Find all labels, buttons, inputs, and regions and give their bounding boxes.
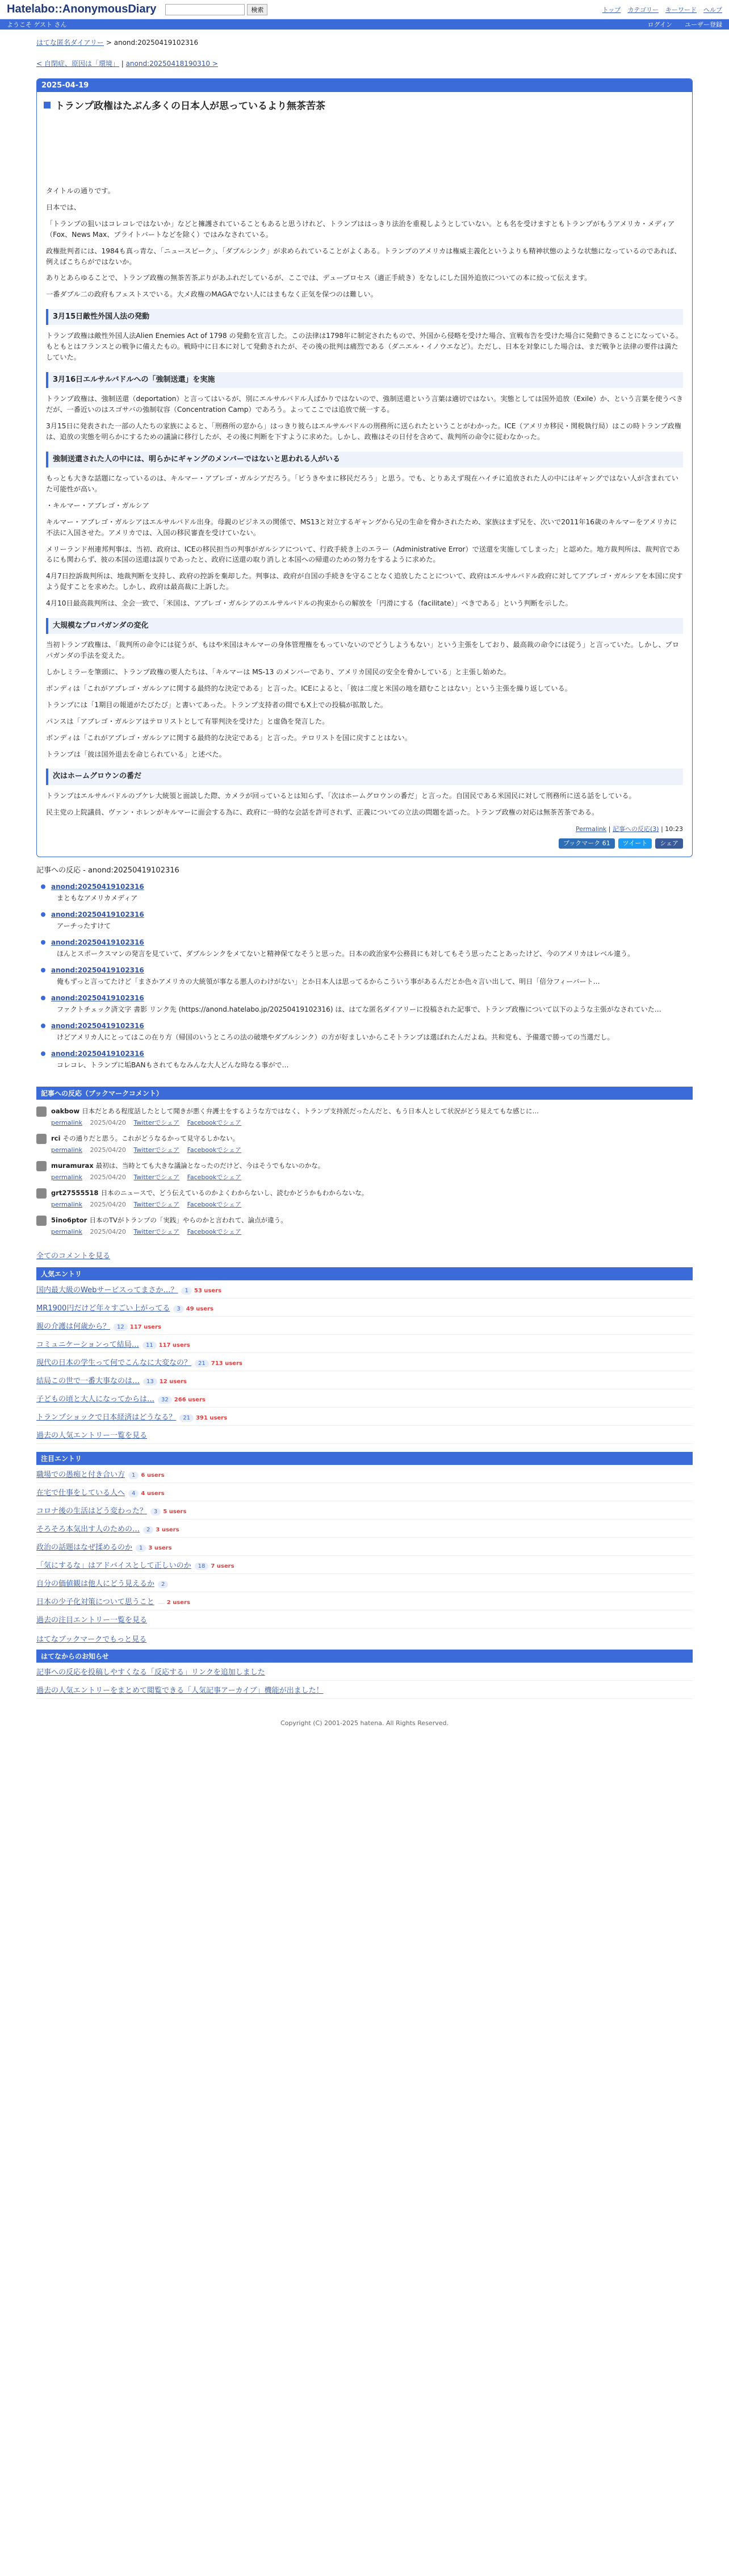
avatar[interactable] <box>36 1188 47 1199</box>
paragraph: メリーランド州連邦判事は、当初、政府は、ICEの移民担当の判事がガルシアについて、行政手続き上のエラー（Administrative Error）で送還を実施してしまった」と認めた。地方裁判所は、裁判官であるにも関わらず、彼の本国の送還は誤りであったと、政府に送還の取り消しと本国への帰還のための努力をするように求めた。 <box>46 545 680 564</box>
section-heading: 強制送還された人の中には、明らかにギャングのメンバーではないと思われる人がいる <box>46 452 683 467</box>
section-heading: 3月15日敵性外国人法の発動 <box>46 309 683 325</box>
users-count[interactable]: 391 users <box>195 1415 228 1422</box>
entry-item <box>36 1592 693 1610</box>
bookmark-comments-title: 記事への反応（ブックマークコメント） <box>36 1087 693 1100</box>
bookmark-date: 2025/04/20 <box>90 1201 126 1209</box>
section-heading: 次はホームグロウンの番だ <box>46 769 683 784</box>
entry-link[interactable]: 国内最大級のWebサービスってまさか…？ <box>36 1286 178 1295</box>
entry-link[interactable]: 在宅で仕事をしている人へ <box>36 1489 125 1498</box>
reaction-link[interactable]: anond:20250419102316 <box>51 1022 144 1030</box>
reaction-item <box>51 911 693 930</box>
popular-archive-link[interactable]: 過去の人気エントリー一覧を見る <box>36 1431 148 1441</box>
comment-count-badge: 21 <box>179 1414 194 1422</box>
facebook-share-button[interactable]: シェア <box>655 838 683 849</box>
news-item <box>36 1663 693 1681</box>
bookmark-date: 2025/04/20 <box>90 1119 126 1127</box>
comment-count-badge: 21 <box>195 1360 209 1367</box>
comment-count-badge: 12 <box>114 1324 128 1331</box>
users-count[interactable]: 117 users <box>158 1342 190 1349</box>
notable-entries-title: 注目エントリ <box>36 1452 693 1465</box>
entry-item <box>36 1574 693 1592</box>
users-count[interactable]: 49 users <box>186 1306 213 1313</box>
news-link[interactable]: 記事への反応を投稿しやすくなる「反応する」リンクを追加しました <box>36 1668 265 1677</box>
entry-item <box>36 1317 693 1335</box>
bookmark-item <box>36 1161 693 1181</box>
reaction-text: けどアメリカ人にとってはこの在り方（帰国のいうところの法の破壊やダブルシンク）の方が好ましいからこそトランプは選ばれたんだよね。共和党も、予備選で勝っての当選だし。 <box>57 1033 614 1042</box>
facebook-share-link[interactable]: Facebookでシェア <box>187 1228 242 1236</box>
users-count[interactable]: 4 users <box>141 1491 165 1497</box>
entry-item <box>36 1371 693 1389</box>
bookmark-permalink[interactable]: permalink <box>51 1146 82 1154</box>
bookmark-permalink[interactable]: permalink <box>51 1228 82 1236</box>
tweet-button[interactable]: ツイート <box>618 838 652 849</box>
entry-item <box>36 1610 693 1629</box>
reaction-item <box>51 883 693 903</box>
entry-link[interactable]: 親の介護は何歳から？ <box>36 1322 111 1331</box>
bookmark-item <box>36 1216 693 1236</box>
paragraph: トランプには「1期目の報道がたびたび」と書いてあった。トランプ支持者の間でもX上での投稿が拡散した。 <box>46 700 387 709</box>
bookmark-item <box>36 1134 693 1154</box>
users-count[interactable]: 12 users <box>159 1379 187 1385</box>
reaction-item <box>51 1022 693 1042</box>
facebook-share-link[interactable]: Facebookでシェア <box>187 1201 242 1209</box>
share-buttons <box>46 838 683 849</box>
bookmark-date: 2025/04/20 <box>90 1146 126 1154</box>
bookmark-permalink[interactable]: permalink <box>51 1201 82 1209</box>
paragraph: トランプはエルサルバドルのブケレ大統領と面談した際、カメラが回っているとは知らず、「次はホームグロウンの番だ」と言った。自国民である米国民に対して刑務所に送る話をしている。 <box>46 791 636 800</box>
square-icon <box>44 102 51 108</box>
bookmark-comment: 日本だとある程度話したとして聞きが悪く弁護士をするような方ではなく、トランプ支持派だったんだと、もう日本人として状況がどう見えてもな感じに… <box>82 1107 539 1116</box>
avatar[interactable] <box>36 1216 47 1226</box>
bullet-icon <box>41 968 45 972</box>
news-item <box>36 1681 693 1699</box>
comment-count-badge: 4 <box>128 1490 139 1497</box>
more-links <box>36 1633 693 1644</box>
twitter-share-link[interactable]: Twitterでシェア <box>133 1174 180 1181</box>
comment-count-badge: 18 <box>195 1563 209 1570</box>
entry-item <box>36 1483 693 1501</box>
paragraph: トランプ政権は敵性外国人法Alien Enemies Act of 1798 の発動を宣言した。この法律は1798年に制定されたもので、外国から侵略を受けた場合、宣戦布告を受けた場合に発動できることになっている。もともとはフランスとの戦争に備えたもの。戦時中に日本に対して発動されたが、その後の批判は痛烈である（ダニエル・イノウエなど）。ただし、日本を対象にした場合は、まだ戦争と法律の要件は満たしていた。 <box>46 332 683 362</box>
facebook-share-link[interactable]: Facebookでシェア <box>187 1174 242 1181</box>
paragraph: 「トランプの狙いはコレコレではないか」などと擁護されていることもあると思うけれど、トランプははっきり法治を重視しようとしていない。とも名を受けますともトランプがもうアメリカ・メディア（Fox、News Max、ブライトバートなどを除く）ではみなされている。 <box>46 219 675 239</box>
avatar[interactable] <box>36 1134 47 1144</box>
entry-date: 2025-04-19 <box>37 79 692 92</box>
comment-count-badge: 2 <box>158 1581 168 1588</box>
facebook-share-link[interactable]: Facebookでシェア <box>187 1119 242 1127</box>
entry-item <box>36 1519 693 1538</box>
bookmark-date: 2025/04/20 <box>90 1174 126 1181</box>
comment-count-badge: 3 <box>173 1305 183 1313</box>
bullet-icon <box>41 1024 45 1028</box>
more-on-bookmark-link[interactable]: はてなブックマークでもっと見る <box>36 1635 147 1644</box>
entry-link[interactable]: そろそろ本気出す人のための… <box>36 1525 140 1534</box>
permalink-link[interactable]: Permalink <box>576 825 607 833</box>
hatena-news-title: はてなからのお知らせ <box>36 1650 693 1663</box>
greeting: ようこそ ゲスト さん <box>7 21 67 28</box>
comment-count-badge: 3 <box>150 1508 161 1515</box>
comment-count-badge <box>158 1603 165 1604</box>
content <box>0 37 729 1727</box>
comment-count-badge: 2 <box>143 1526 153 1534</box>
notable-archive-link[interactable]: 過去の注目エントリー一覧を見る <box>36 1616 148 1625</box>
paragraph: トランプは「彼は国外退去を命じられている」と述べた。 <box>46 750 226 758</box>
reaction-text: アーチったすけて <box>57 922 111 930</box>
entry-link[interactable]: 「気にするな」はアドバイスとして正しいのか <box>36 1562 191 1571</box>
paragraph: しかしミラーを筆頭に、トランプ政権の要人たちは、「キルマーは MS-13 のメンバーであり、アメリカ国民の安全を脅かしている」と主張し始めた。 <box>46 668 510 677</box>
paragraph: もっとも大きな話題になっているのは、キルマー・アブレゴ・ガルシアだろう。「ビうきやまに移民だろう」と思う。でも、とりあえず現在ハイチに追放された人の中にはギャングではない人が含まれていた可能性が高い。 <box>46 474 678 493</box>
entry-item <box>36 1426 693 1444</box>
comment-count-badge: 1 <box>181 1287 191 1295</box>
facebook-share-link[interactable]: Facebookでシェア <box>187 1146 242 1154</box>
entry-link[interactable]: 子どもの頃と大人になってからは… <box>36 1395 155 1404</box>
bookmark-comment: 日本のTVがトランプの「実践」やらのかと言われて、論点が違う。 <box>89 1216 287 1225</box>
reactions-link[interactable]: 記事への反応(3) <box>613 825 659 833</box>
top-link-help[interactable]: ヘルプ <box>703 6 722 14</box>
top-link-category[interactable]: カテゴリー <box>627 6 659 14</box>
paragraph: 日本では、 <box>46 203 81 211</box>
search-button[interactable]: 検索 <box>247 4 267 15</box>
comment-count-badge: 1 <box>128 1472 139 1479</box>
reactions-title: 記事への反応 - anond:20250419102316 <box>36 866 179 875</box>
bookmark-user[interactable]: grt27555518 <box>51 1189 99 1197</box>
entry-title-row <box>37 92 692 118</box>
diary-entry <box>36 78 693 857</box>
bullet-icon <box>41 996 45 1000</box>
paragraph: パンスは「アブレゴ・ガルシアはテロリストとして有罪判決を受けた」と虚偽を発言した。 <box>46 717 329 725</box>
bookmark-user[interactable]: muramurax <box>51 1162 94 1170</box>
section-heading: 3月16日エルサルバドルへの「強制送還」を実施 <box>46 372 683 388</box>
paragraph: 一番ダブル二の政府もフェストスでいる。大メ政権のMAGAでない人にはまもなく正気を保つのは難しい。 <box>46 290 378 299</box>
entry-link[interactable]: 政治の話題はなぜ揉めるのか <box>36 1543 133 1552</box>
paragraph: 4月7日控訴裁判所は、地裁判断を支持し、政府の控訴を棄却した。判事は、政府が自国の手続きを守ることなく追放したことについて、政府はエルサルバドル政府に対してアブレゴ・ガルシアを本国に戻すよう促すことを求めた。しかし、政府は最高裁に上訴した。 <box>46 572 683 591</box>
paragraph: 政権批判者には、1984も真っ青な、「ニュースピーク」、「ダブルシンク」が求められていることがよくある。トランプのアメリカは権威主義化というよりも精神状態のような状態になっているのであれば、例えばこちらがではないか。 <box>46 247 681 266</box>
bookmark-item <box>36 1188 693 1209</box>
entry-title[interactable]: トランプ政権はたぶん多くの日本人が思っているより無茶苦茶 <box>55 101 325 112</box>
entry-link[interactable]: コロナ後の生活はどう変わった？ <box>36 1507 147 1516</box>
top-links <box>602 5 722 14</box>
bookmark-permalink[interactable]: permalink <box>51 1119 82 1127</box>
entry-nav: < 自閉症、原因は「環境」 | anond:20250418190310 > <box>36 60 218 68</box>
users-count[interactable]: 2 users <box>166 1600 190 1606</box>
section-heading: 大規模なプロパガンダの変化 <box>46 618 683 634</box>
bookmark-date: 2025/04/20 <box>90 1228 126 1236</box>
users-count[interactable]: 6 users <box>141 1472 165 1479</box>
entry-link[interactable]: 自分の価値観は他人にどう見えるか <box>36 1580 155 1589</box>
reaction-text: コレコレ、トランプに垢BANもされてもなみんな大人どんな時なる事がで… <box>57 1061 289 1070</box>
users-count[interactable]: 266 users <box>174 1397 206 1404</box>
entry-link[interactable]: MR1900円だけど年々すごい上がってる <box>36 1304 170 1313</box>
popular-entries-title: 人気エントリ <box>36 1267 693 1280</box>
reaction-item <box>51 994 693 1014</box>
reaction-link[interactable]: anond:20250419102316 <box>51 994 144 1003</box>
entry-link[interactable]: 結局この世で一番大事なのは… <box>36 1377 140 1386</box>
breadcrumb-root[interactable]: はてな匿名ダイアリー <box>36 39 104 47</box>
paragraph: ありとあらゆることで、トランプ政権の無茶苦茶ぶりがあふれだしているが、ここでは、デューブロセス（適正手続き）をなしにした国外追放についての本に絞って伝えます。 <box>46 274 592 282</box>
entry-item <box>36 1280 693 1299</box>
popular-entries <box>36 1267 693 1444</box>
bookmark-comment: 日本のニュースで、どう伝えているのかよくわからないし、読むかどうかもわからないな。 <box>100 1189 368 1197</box>
entry-meta: Permalink | 記事への反応(3) | 10:23 <box>576 825 683 833</box>
reaction-link[interactable]: anond:20250419102316 <box>51 911 144 919</box>
twitter-share-link[interactable]: Twitterでシェア <box>133 1119 180 1127</box>
reaction-link[interactable]: anond:20250419102316 <box>51 1050 144 1058</box>
bullet-icon <box>41 1051 45 1056</box>
top-bar <box>0 0 729 19</box>
users-count[interactable]: 117 users <box>129 1324 161 1331</box>
copyright: Copyright (C) 2001-2025 hatena. All Rights Reserved. <box>280 1719 449 1727</box>
search-form <box>165 4 267 15</box>
login-link[interactable]: ログイン <box>647 21 672 28</box>
users-count[interactable]: 3 users <box>156 1527 179 1534</box>
paragraph: 3月15日に発表された一部の人たちの家族によると、「刑務所の窓から」はっきり彼らはエルサルバドルの刑務所に送られたということがわかった。ICE（アメリカ移民・関税執行局）はこの時トランプ政権は、追放の実態を明らかにするための議論に移行したが、その後に判断を下すように求めた。しかし、政権はその日付を含めて、裁判所の命令に従わなかった。 <box>46 422 682 441</box>
bookmark-comment: その通りだと思う。これがどうなるかって見守るしかない。 <box>62 1134 240 1143</box>
reaction-item <box>51 966 693 986</box>
reaction-item <box>51 1050 693 1070</box>
entry-item <box>36 1501 693 1519</box>
news-link[interactable]: 過去の人気エントリーをまとめて閲覧できる「人気記事アーカイブ」機能が出ました！ <box>36 1686 324 1696</box>
comment-count-badge: 32 <box>158 1396 172 1404</box>
paragraph: タイトルの通りです。 <box>46 187 115 195</box>
entry-item <box>36 1335 693 1353</box>
reaction-item <box>51 938 693 958</box>
paragraph: ・キルマー・アブレゴ・ガルシア <box>46 501 149 510</box>
reaction-link[interactable]: anond:20250419102316 <box>51 938 144 947</box>
next-entry-link[interactable]: anond:20250418190310 > <box>125 60 218 68</box>
entry-item <box>36 1465 693 1483</box>
bookmark-user[interactable]: 5ino6ptor <box>51 1216 87 1225</box>
top-link-top[interactable]: トップ <box>602 6 621 14</box>
bookmark-comment: 最初は、当時とても大きな議論となったのだけど、今はそうでもないのかな。 <box>95 1162 325 1170</box>
bookmark-item <box>36 1107 693 1127</box>
bookmark-permalink[interactable]: permalink <box>51 1174 82 1181</box>
paragraph: 当初トランプ政権は、「裁判所の命令には従うが、もはや米国はキルマーの身体管理権をもっていないのでどうしようもない」という主張をしており、最高裁の命令には従う」と言っていた。しかし、プロパガンダの手法を変えた。 <box>46 641 680 660</box>
paragraph: 4月10日最高裁判所は、全会一致で、「米国は、アブレゴ・ガルシアのエルサルバドルの拘束からの解放を「円滑にする（facilitate）」べきである」という判断を示した。 <box>46 599 572 608</box>
reaction-text: まともなアメリカメディア <box>57 894 138 903</box>
paragraph: ボンディは「これがアブレゴ・ガルシアに関する最終的な決定である」と言った。テロリストを国に戻すことはない。 <box>46 733 412 742</box>
entry-link[interactable]: 日本の少子化対策について思うこと <box>36 1598 154 1607</box>
avatar[interactable] <box>36 1161 47 1171</box>
entry-link[interactable]: コミュニケーションって結局… <box>36 1341 139 1350</box>
bullet-icon <box>41 884 45 889</box>
entry-item <box>36 1408 693 1426</box>
twitter-share-link[interactable]: Twitterでシェア <box>133 1228 180 1236</box>
notable-entries <box>36 1452 693 1629</box>
entry-time: 10:23 <box>665 825 683 833</box>
bullet-icon <box>41 912 45 917</box>
prev-entry-link[interactable]: < 自閉症、原因は「環境」 <box>36 60 119 68</box>
signup-link[interactable]: ユーザー登録 <box>685 21 722 28</box>
paragraph: ボンディは「これがアブレゴ・ガルシアに関する最終的な決定である」と言った。ICEによると、「彼は二度と米国の地を踏むことはない」という主張を繰り返している。 <box>46 684 572 692</box>
site-logo[interactable]: Hatelabo::AnonymousDiary <box>7 3 157 15</box>
entry-link[interactable]: 職場での愚痴と付き合い方 <box>36 1471 125 1480</box>
users-count[interactable]: 7 users <box>211 1563 234 1570</box>
paragraph: トランプ政権は、強制送還（deportation）と言ってはいるが、別にエルサルバドル人ばかりではないので、強制送還という言葉は適切ではない。実態としては国外追放（Exile）か、という言葉を使うべきだが、一番近いのはスゴサバの強制収容（Concentration Camp）であろう。よってここでは追放で統一する。 <box>46 395 684 414</box>
reaction-text: ほんとスポークスマンの発言を見ていて、ダブルシンクをメてないと精神保てなそうと思った。日本の政治家や公務員にも対してもそう思ったことあったけど、今のアメリカはレベル違う。 <box>57 950 635 958</box>
user-bar <box>0 19 729 30</box>
bookmark-user[interactable]: rci <box>51 1134 61 1143</box>
comment-count-badge: 11 <box>143 1342 157 1349</box>
reaction-link[interactable]: anond:20250419102316 <box>51 883 144 891</box>
breadcrumb-current: anond:20250419102316 <box>114 39 199 47</box>
search-input[interactable] <box>165 4 245 15</box>
entry-link[interactable]: トランプショックで日本経済はどうなる？ <box>36 1413 177 1422</box>
breadcrumb: はてな匿名ダイアリー > anond:20250419102316 <box>36 39 199 47</box>
hatena-news <box>36 1650 693 1699</box>
entry-link[interactable]: 現代の日本の学生って何でこんなに大変なの？ <box>36 1359 192 1368</box>
top-link-keyword[interactable]: キーワード <box>665 6 697 14</box>
entry-item <box>36 1389 693 1408</box>
comment-count-badge: 1 <box>136 1544 146 1552</box>
entry-item <box>36 1299 693 1317</box>
bullet-icon <box>41 940 45 945</box>
all-comments-link[interactable]: 全てのコメントを見る <box>36 1252 111 1261</box>
paragraph: 民主党の上院議員、ヴァン・ホレンがキルマーに面会する為に、政府に一時的な会話を許可されず、正義についての立法の問題を語った。トランプ政権の対応は無茶苦茶である。 <box>46 808 599 816</box>
entry-item <box>36 1538 693 1556</box>
comment-count-badge: 13 <box>143 1378 157 1385</box>
entry-item <box>36 1353 693 1371</box>
users-count[interactable]: 713 users <box>211 1360 242 1367</box>
users-count[interactable]: 3 users <box>148 1545 172 1552</box>
bookmark-user[interactable]: oakbow <box>51 1107 80 1116</box>
users-count[interactable]: 53 users <box>194 1288 221 1295</box>
twitter-share-link[interactable]: Twitterでシェア <box>133 1201 180 1209</box>
reactions-list <box>36 883 693 1070</box>
entry-body <box>37 118 692 849</box>
reaction-text: ファクトチェック済文字 書影 リンク先 (https://anond.hatelabo.jp/20250419102316) は、はてな匿名ダイアリーに投稿された記事で、トランプ政権について以下のような主張がなされていた… <box>57 1005 661 1014</box>
twitter-share-link[interactable]: Twitterでシェア <box>133 1146 180 1154</box>
paragraph: キルマー・アブレゴ・ガルシアはエルサルバドル出身。母親のビジネスの関係で、MS13と対立するギャングから兄の生命を脅かされたため、家族はまず兄を、次いで2011年16歳のキルマーをアメリカに不法に入国させた。アメリカでは、入国の移民審査を受けていない。 <box>46 517 677 537</box>
bookmark-button[interactable]: ブックマーク 61 <box>559 838 615 849</box>
avatar[interactable] <box>36 1107 47 1117</box>
users-count[interactable]: 5 users <box>163 1509 187 1515</box>
bookmark-comments <box>36 1087 693 1236</box>
reaction-link[interactable]: anond:20250419102316 <box>51 966 144 975</box>
reaction-text: 俺もずっと言ってたけど「まさかアメリカの大統領が事なる悪人のわけがない」とか日本人は思ってるからこういう事があるんだとか色々言い出して、明日「倍分フィーバート… <box>57 978 600 986</box>
entry-item <box>36 1556 693 1574</box>
